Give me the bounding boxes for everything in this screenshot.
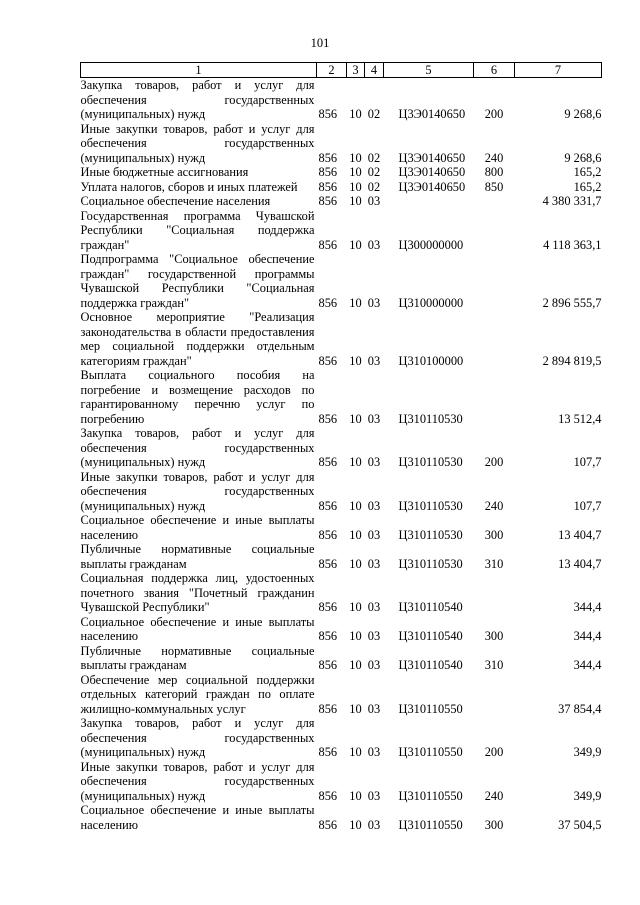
row-name: Выплата социального пособия на погребение и возмещение расходов по гарантированному перечню услуг по погребению bbox=[80, 368, 315, 426]
row-subsection: 02 bbox=[367, 107, 381, 121]
row-section: 10 bbox=[349, 165, 362, 179]
row-amount: 344,4 bbox=[573, 658, 602, 672]
row-expense-type: 200 bbox=[484, 107, 504, 121]
table-row bbox=[81, 615, 602, 644]
row-subsection: 03 bbox=[367, 658, 381, 672]
header-col-3: 3 bbox=[347, 63, 365, 78]
row-ministry-code: 856 bbox=[318, 658, 338, 672]
row-name: Иные закупки товаров, работ и услуг для обеспечения государственных (муниципальных) нужд bbox=[80, 121, 315, 165]
row-target-article: Ц310110550 bbox=[398, 701, 463, 716]
row-ministry-code: 856 bbox=[318, 179, 338, 194]
row-ministry-code: 856 bbox=[318, 165, 338, 179]
row-expense-type: 310 bbox=[484, 556, 504, 571]
row-amount: 349,9 bbox=[573, 745, 602, 759]
row-name: Закупка товаров, работ и услуг для обеспечения государственных (муниципальных) нужд bbox=[80, 78, 315, 121]
row-expense-type: 240 bbox=[484, 498, 504, 513]
row-target-article: Ц310110550 bbox=[398, 745, 463, 759]
row-target-article bbox=[384, 194, 474, 209]
row-target-article: Ц310110540 bbox=[398, 658, 463, 672]
header-col-2: 2 bbox=[317, 63, 347, 78]
row-name: Иные закупки товаров, работ и услуг для обеспечения государственных (муниципальных) нужд bbox=[80, 469, 315, 513]
row-target-article: Ц300000000 bbox=[398, 237, 464, 252]
row-section: 10 bbox=[349, 179, 362, 194]
table-row bbox=[81, 252, 602, 310]
row-expense-type: 800 bbox=[484, 165, 504, 179]
table-header-row bbox=[81, 63, 602, 78]
row-ministry-code: 856 bbox=[318, 237, 338, 252]
row-ministry-code: 856 bbox=[318, 788, 338, 803]
row-amount: 2 896 555,7 bbox=[542, 295, 602, 310]
row-name: Социальное обеспечение и иные выплаты населению bbox=[80, 803, 315, 832]
row-amount: 107,7 bbox=[573, 498, 602, 513]
row-amount: 13 512,4 bbox=[558, 411, 602, 426]
row-ministry-code: 856 bbox=[318, 411, 338, 426]
row-expense-type: 300 bbox=[484, 817, 504, 832]
row-ministry-code: 856 bbox=[318, 107, 338, 121]
row-subsection: 03 bbox=[367, 194, 381, 208]
row-subsection: 03 bbox=[367, 411, 381, 426]
header-col-1: 1 bbox=[81, 63, 317, 78]
row-amount: 9 268,6 bbox=[564, 150, 602, 165]
row-subsection: 03 bbox=[367, 817, 381, 832]
row-amount: 165,2 bbox=[573, 179, 602, 194]
table-row bbox=[81, 194, 602, 209]
row-section: 10 bbox=[349, 556, 362, 571]
table-row bbox=[81, 760, 602, 804]
table-row bbox=[81, 122, 602, 166]
row-subsection: 03 bbox=[367, 237, 381, 252]
row-amount: 4 118 363,1 bbox=[543, 237, 602, 252]
row-amount: 37 504,5 bbox=[558, 817, 602, 832]
row-section: 10 bbox=[349, 527, 362, 542]
row-name: Социальное обеспечение населения bbox=[80, 194, 271, 208]
row-amount: 2 894 819,5 bbox=[542, 353, 602, 368]
row-amount: 9 268,6 bbox=[564, 107, 602, 121]
row-expense-type bbox=[474, 252, 515, 310]
row-expense-type bbox=[474, 310, 515, 368]
row-subsection: 02 bbox=[367, 150, 381, 165]
row-name: Уплата налогов, сборов и иных платежей bbox=[80, 179, 298, 194]
row-amount: 4 380 331,7 bbox=[542, 194, 602, 208]
row-amount: 37 854,4 bbox=[558, 701, 602, 716]
row-name: Социальное обеспечение и иные выплаты населению bbox=[80, 614, 315, 643]
row-ministry-code: 856 bbox=[318, 455, 338, 469]
row-target-article: Ц310110540 bbox=[398, 629, 463, 643]
row-amount: 13 404,7 bbox=[558, 556, 602, 571]
row-section: 10 bbox=[349, 150, 362, 165]
row-subsection: 03 bbox=[367, 629, 381, 643]
table-row bbox=[81, 426, 602, 470]
row-subsection: 03 bbox=[367, 556, 381, 571]
row-subsection: 02 bbox=[367, 179, 381, 194]
row-target-article: Ц310000000 bbox=[398, 295, 464, 310]
row-ministry-code: 856 bbox=[318, 817, 338, 832]
row-expense-type: 240 bbox=[484, 788, 504, 803]
row-ministry-code: 856 bbox=[318, 527, 338, 542]
row-target-article: Ц310110530 bbox=[398, 455, 463, 469]
row-target-article: Ц3Э0140650 bbox=[398, 179, 466, 194]
row-expense-type: 240 bbox=[484, 150, 504, 165]
row-name: Иные закупки товаров, работ и услуг для обеспечения государственных (муниципальных) нужд bbox=[80, 759, 315, 803]
header-col-5: 5 bbox=[384, 63, 474, 78]
row-target-article: Ц310110540 bbox=[398, 600, 463, 614]
row-ministry-code: 856 bbox=[318, 556, 338, 571]
row-name: Подпрограмма "Социальное обеспечение граждан" государственной программы Чувашской Республики "Социальная поддержка граждан" bbox=[80, 252, 315, 310]
row-target-article: Ц310110530 bbox=[398, 411, 463, 426]
table-row bbox=[81, 470, 602, 514]
row-ministry-code: 856 bbox=[318, 745, 338, 759]
row-amount: 349,9 bbox=[573, 788, 602, 803]
row-ministry-code: 856 bbox=[318, 701, 338, 716]
row-expense-type: 200 bbox=[484, 455, 504, 469]
row-section: 10 bbox=[349, 295, 362, 310]
row-name: Публичные нормативные социальные выплаты гражданам bbox=[80, 643, 315, 672]
row-target-article: Ц310110550 bbox=[398, 788, 463, 803]
header-col-6: 6 bbox=[474, 63, 515, 78]
row-amount: 13 404,7 bbox=[558, 527, 602, 542]
row-expense-type bbox=[474, 571, 515, 615]
row-section: 10 bbox=[349, 788, 362, 803]
row-expense-type: 300 bbox=[484, 629, 504, 643]
row-expense-type bbox=[474, 194, 515, 209]
row-ministry-code: 856 bbox=[318, 150, 338, 165]
row-name: Основное мероприятие "Реализация законодательства в области предоставления мер социальной поддержки отдельным категориям граждан" bbox=[80, 310, 315, 368]
row-ministry-code: 856 bbox=[318, 295, 338, 310]
row-ministry-code: 856 bbox=[318, 629, 338, 643]
table-row bbox=[81, 673, 602, 717]
row-section: 10 bbox=[349, 600, 362, 614]
row-name: Социальное обеспечение и иные выплаты населению bbox=[80, 513, 315, 542]
row-expense-type: 850 bbox=[484, 179, 504, 194]
table-row bbox=[81, 310, 602, 368]
row-expense-type bbox=[474, 209, 515, 253]
row-name: Закупка товаров, работ и услуг для обеспечения государственных (муниципальных) нужд bbox=[80, 716, 315, 759]
table-row bbox=[81, 209, 602, 253]
row-ministry-code: 856 bbox=[318, 353, 338, 368]
row-target-article: Ц3Э0140650 bbox=[398, 107, 466, 121]
row-section: 10 bbox=[349, 411, 362, 426]
table-row bbox=[81, 644, 602, 673]
row-section: 10 bbox=[349, 455, 362, 469]
row-subsection: 03 bbox=[367, 527, 381, 542]
table-row bbox=[81, 368, 602, 426]
row-amount: 107,7 bbox=[573, 455, 602, 469]
row-expense-type bbox=[474, 368, 515, 426]
row-subsection: 03 bbox=[367, 353, 381, 368]
row-section: 10 bbox=[349, 629, 362, 643]
row-section: 10 bbox=[349, 701, 362, 716]
row-target-article: Ц310110550 bbox=[398, 817, 463, 832]
row-target-article: Ц310110530 bbox=[398, 527, 463, 542]
row-subsection: 02 bbox=[367, 165, 381, 179]
table-row bbox=[81, 542, 602, 571]
page-number: 101 bbox=[310, 36, 330, 50]
row-name: Социальная поддержка лиц, удостоенных почетного звания "Почетный гражданин Чувашской Республики" bbox=[80, 571, 315, 614]
row-name: Обеспечение мер социальной поддержки отдельных категорий граждан по оплате жилищно-коммунальных услуг bbox=[80, 672, 315, 716]
row-ministry-code: 856 bbox=[318, 498, 338, 513]
row-ministry-code: 856 bbox=[318, 194, 338, 208]
row-subsection: 03 bbox=[367, 455, 381, 469]
row-amount: 344,4 bbox=[573, 600, 602, 614]
table-row bbox=[81, 571, 602, 615]
row-name: Иные бюджетные ассигнования bbox=[80, 165, 249, 179]
row-amount: 344,4 bbox=[573, 629, 602, 643]
row-target-article: Ц310110530 bbox=[398, 556, 463, 571]
row-subsection: 03 bbox=[367, 701, 381, 716]
header-col-4: 4 bbox=[365, 63, 384, 78]
budget-table bbox=[80, 62, 602, 832]
row-name: Закупка товаров, работ и услуг для обеспечения государственных (муниципальных) нужд bbox=[80, 426, 315, 469]
row-section: 10 bbox=[349, 498, 362, 513]
row-section: 10 bbox=[349, 817, 362, 832]
row-section: 10 bbox=[349, 745, 362, 759]
table-row bbox=[81, 716, 602, 760]
row-expense-type: 300 bbox=[484, 527, 504, 542]
row-section: 10 bbox=[349, 658, 362, 672]
row-name: Государственная программа Чувашской Республики "Социальная поддержка граждан" bbox=[80, 208, 315, 252]
row-subsection: 03 bbox=[367, 745, 381, 759]
row-amount: 165,2 bbox=[573, 165, 602, 179]
table-row bbox=[81, 803, 602, 832]
table-row bbox=[81, 513, 602, 542]
row-target-article: Ц310100000 bbox=[398, 353, 464, 368]
table-row bbox=[81, 78, 602, 122]
row-expense-type: 310 bbox=[484, 658, 504, 672]
table-row bbox=[81, 180, 602, 195]
row-expense-type bbox=[474, 673, 515, 717]
table-row bbox=[81, 165, 602, 180]
table-body bbox=[81, 78, 602, 833]
row-target-article: Ц310110530 bbox=[398, 498, 463, 513]
row-section: 10 bbox=[349, 353, 362, 368]
row-name: Публичные нормативные социальные выплаты гражданам bbox=[80, 542, 315, 571]
row-expense-type: 200 bbox=[484, 745, 504, 759]
row-ministry-code: 856 bbox=[318, 600, 338, 614]
row-target-article: Ц3Э0140650 bbox=[398, 165, 466, 179]
row-subsection: 03 bbox=[367, 295, 381, 310]
header-col-7: 7 bbox=[515, 63, 602, 78]
row-subsection: 03 bbox=[367, 600, 381, 614]
row-subsection: 03 bbox=[367, 788, 381, 803]
row-target-article: Ц3Э0140650 bbox=[398, 150, 466, 165]
row-section: 10 bbox=[349, 107, 362, 121]
row-subsection: 03 bbox=[367, 498, 381, 513]
row-section: 10 bbox=[349, 237, 362, 252]
row-section: 10 bbox=[349, 194, 362, 208]
